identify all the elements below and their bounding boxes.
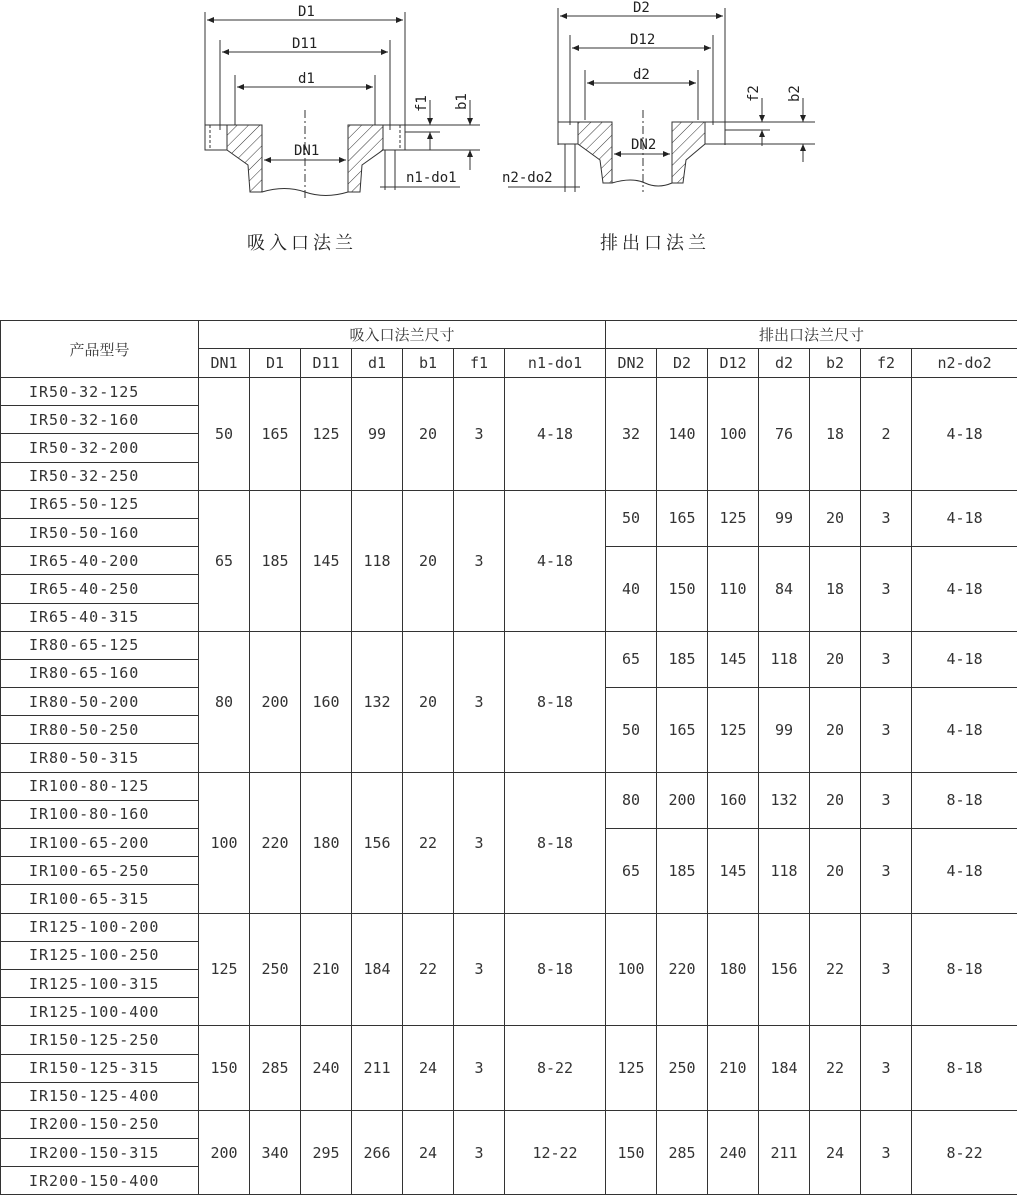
model-cell: IR100-65-200: [1, 829, 199, 857]
discharge-b-label: b2: [787, 85, 803, 102]
suction-value-cell: 8-18: [505, 631, 606, 772]
discharge-value-cell: 18: [810, 378, 861, 491]
suction-D-label: D1: [298, 4, 315, 20]
suction-value-cell: 4-18: [505, 378, 606, 491]
suction-value-cell: 3: [454, 913, 505, 1026]
suction-value-cell: 22: [403, 913, 454, 1026]
suction-column-header: n1-do1: [505, 349, 606, 378]
discharge-value-cell: 165: [657, 490, 708, 546]
suction-value-cell: 211: [352, 1026, 403, 1111]
discharge-value-cell: 8-18: [912, 772, 1017, 828]
discharge-flange-header: 排出口法兰尺寸: [606, 321, 1017, 349]
discharge-value-cell: 220: [657, 913, 708, 1026]
suction-value-cell: 285: [250, 1026, 301, 1111]
discharge-value-cell: 185: [657, 631, 708, 687]
suction-value-cell: 24: [403, 1110, 454, 1195]
suction-value-cell: 295: [301, 1110, 352, 1195]
model-cell: IR50-50-160: [1, 518, 199, 546]
model-cell: IR150-125-400: [1, 1082, 199, 1110]
discharge-value-cell: 65: [606, 631, 657, 687]
table-row: [1, 631, 1017, 659]
discharge-d-label: d2: [633, 67, 650, 83]
suction-b-label: b1: [454, 93, 470, 110]
discharge-value-cell: 2: [861, 378, 912, 491]
discharge-value-cell: 8-18: [912, 1026, 1017, 1111]
discharge-value-cell: 165: [657, 688, 708, 773]
suction-value-cell: 100: [199, 772, 250, 913]
discharge-value-cell: 150: [657, 547, 708, 632]
discharge-value-cell: 20: [810, 829, 861, 914]
suction-value-cell: 180: [301, 772, 352, 913]
suction-flange-header: 吸入口法兰尺寸: [199, 321, 606, 349]
discharge-value-cell: 185: [657, 829, 708, 914]
discharge-value-cell: 125: [708, 688, 759, 773]
table-row: [1, 1110, 1017, 1138]
suction-value-cell: 3: [454, 490, 505, 631]
discharge-value-cell: 22: [810, 1026, 861, 1111]
model-cell: IR65-40-250: [1, 575, 199, 603]
discharge-value-cell: 250: [657, 1026, 708, 1111]
discharge-value-cell: 118: [759, 631, 810, 687]
discharge-column-header: b2: [810, 349, 861, 378]
suction-value-cell: 184: [352, 913, 403, 1026]
suction-f-label: f1: [414, 95, 430, 112]
table-row: [1, 490, 1017, 518]
discharge-value-cell: 40: [606, 547, 657, 632]
suction-D1x-label: D11: [292, 36, 318, 52]
model-header: 产品型号: [1, 321, 199, 378]
suction-flange-caption: 吸入口法兰: [247, 233, 357, 254]
suction-column-header: DN1: [199, 349, 250, 378]
discharge-value-cell: 3: [861, 1110, 912, 1195]
model-cell: IR80-65-125: [1, 631, 199, 659]
suction-value-cell: 200: [250, 631, 301, 772]
discharge-value-cell: 20: [810, 490, 861, 546]
table-row: [1, 1026, 1017, 1054]
suction-value-cell: 80: [199, 631, 250, 772]
discharge-value-cell: 18: [810, 547, 861, 632]
suction-column-header: f1: [454, 349, 505, 378]
discharge-value-cell: 80: [606, 772, 657, 828]
discharge-value-cell: 4-18: [912, 547, 1017, 632]
suction-value-cell: 220: [250, 772, 301, 913]
discharge-value-cell: 50: [606, 688, 657, 773]
discharge-value-cell: 50: [606, 490, 657, 546]
discharge-value-cell: 110: [708, 547, 759, 632]
discharge-value-cell: 285: [657, 1110, 708, 1195]
suction-value-cell: 4-18: [505, 490, 606, 631]
discharge-value-cell: 8-22: [912, 1110, 1017, 1195]
suction-d-label: d1: [298, 71, 315, 87]
discharge-value-cell: 3: [861, 547, 912, 632]
suction-value-cell: 125: [301, 378, 352, 491]
discharge-value-cell: 100: [606, 913, 657, 1026]
discharge-column-header: DN2: [606, 349, 657, 378]
discharge-D-label: D2: [633, 0, 650, 16]
discharge-value-cell: 150: [606, 1110, 657, 1195]
discharge-value-cell: 65: [606, 829, 657, 914]
discharge-column-header: D12: [708, 349, 759, 378]
suction-value-cell: 185: [250, 490, 301, 631]
model-cell: IR50-32-125: [1, 378, 199, 406]
discharge-value-cell: 3: [861, 772, 912, 828]
discharge-value-cell: 4-18: [912, 378, 1017, 491]
suction-value-cell: 3: [454, 631, 505, 772]
discharge-DN-label: DN2: [631, 137, 657, 153]
suction-value-cell: 50: [199, 378, 250, 491]
suction-value-cell: 99: [352, 378, 403, 491]
discharge-value-cell: 32: [606, 378, 657, 491]
model-cell: IR100-65-315: [1, 885, 199, 913]
discharge-value-cell: 3: [861, 913, 912, 1026]
discharge-value-cell: 180: [708, 913, 759, 1026]
discharge-value-cell: 140: [657, 378, 708, 491]
discharge-f-label: f2: [746, 85, 762, 102]
model-cell: IR50-32-200: [1, 434, 199, 462]
discharge-value-cell: 99: [759, 688, 810, 773]
discharge-value-cell: 20: [810, 631, 861, 687]
suction-DN-label: DN1: [294, 143, 320, 159]
discharge-value-cell: 125: [606, 1026, 657, 1111]
model-cell: IR200-150-315: [1, 1139, 199, 1167]
discharge-value-cell: 4-18: [912, 829, 1017, 914]
suction-value-cell: 8-18: [505, 913, 606, 1026]
suction-value-cell: 22: [403, 772, 454, 913]
suction-value-cell: 24: [403, 1026, 454, 1111]
suction-value-cell: 250: [250, 913, 301, 1026]
model-cell: IR100-80-125: [1, 772, 199, 800]
suction-value-cell: 156: [352, 772, 403, 913]
model-cell: IR80-50-250: [1, 716, 199, 744]
discharge-flange-drawing: [508, 8, 815, 192]
suction-column-header: b1: [403, 349, 454, 378]
discharge-value-cell: 4-18: [912, 490, 1017, 546]
suction-value-cell: 145: [301, 490, 352, 631]
suction-value-cell: 340: [250, 1110, 301, 1195]
discharge-value-cell: 100: [708, 378, 759, 491]
model-cell: IR65-50-125: [1, 490, 199, 518]
discharge-value-cell: 22: [810, 913, 861, 1026]
suction-value-cell: 150: [199, 1026, 250, 1111]
suction-value-cell: 240: [301, 1026, 352, 1111]
model-cell: IR80-65-160: [1, 659, 199, 687]
model-cell: IR200-150-400: [1, 1167, 199, 1195]
discharge-value-cell: 210: [708, 1026, 759, 1111]
model-cell: IR125-100-400: [1, 998, 199, 1026]
model-cell: IR100-65-250: [1, 857, 199, 885]
discharge-value-cell: 3: [861, 631, 912, 687]
discharge-value-cell: 84: [759, 547, 810, 632]
suction-value-cell: 8-22: [505, 1026, 606, 1111]
suction-column-header: D1: [250, 349, 301, 378]
model-cell: IR50-32-250: [1, 462, 199, 490]
discharge-value-cell: 240: [708, 1110, 759, 1195]
discharge-value-cell: 20: [810, 772, 861, 828]
discharge-value-cell: 125: [708, 490, 759, 546]
discharge-value-cell: 160: [708, 772, 759, 828]
table-row: [1, 913, 1017, 941]
model-cell: IR65-40-315: [1, 603, 199, 631]
suction-value-cell: 3: [454, 1110, 505, 1195]
suction-value-cell: 3: [454, 772, 505, 913]
model-cell: IR125-100-200: [1, 913, 199, 941]
suction-value-cell: 20: [403, 490, 454, 631]
discharge-value-cell: 211: [759, 1110, 810, 1195]
discharge-value-cell: 76: [759, 378, 810, 491]
discharge-flange-caption: 排出口法兰: [600, 233, 710, 254]
discharge-value-cell: 3: [861, 829, 912, 914]
suction-value-cell: 12-22: [505, 1110, 606, 1195]
discharge-column-header: d2: [759, 349, 810, 378]
suction-value-cell: 266: [352, 1110, 403, 1195]
model-cell: IR150-125-250: [1, 1026, 199, 1054]
discharge-value-cell: 24: [810, 1110, 861, 1195]
suction-column-header: D11: [301, 349, 352, 378]
model-cell: IR200-150-250: [1, 1110, 199, 1138]
model-cell: IR150-125-315: [1, 1054, 199, 1082]
discharge-value-cell: 184: [759, 1026, 810, 1111]
suction-value-cell: 8-18: [505, 772, 606, 913]
suction-value-cell: 200: [199, 1110, 250, 1195]
discharge-column-header: f2: [861, 349, 912, 378]
discharge-value-cell: 145: [708, 631, 759, 687]
table-row: [1, 772, 1017, 800]
discharge-column-header: D2: [657, 349, 708, 378]
suction-value-cell: 132: [352, 631, 403, 772]
model-cell: IR65-40-200: [1, 547, 199, 575]
flange-drawings: [0, 0, 1017, 270]
suction-value-cell: 3: [454, 378, 505, 491]
discharge-value-cell: 99: [759, 490, 810, 546]
discharge-value-cell: 200: [657, 772, 708, 828]
model-cell: IR100-80-160: [1, 800, 199, 828]
discharge-D1x-label: D12: [630, 32, 656, 48]
table-row: [1, 378, 1017, 406]
discharge-value-cell: 118: [759, 829, 810, 914]
discharge-value-cell: 3: [861, 1026, 912, 1111]
model-cell: IR50-32-160: [1, 406, 199, 434]
discharge-column-header: n2-do2: [912, 349, 1017, 378]
suction-value-cell: 20: [403, 378, 454, 491]
discharge-value-cell: 4-18: [912, 631, 1017, 687]
discharge-ndo-label: n2-do2: [502, 170, 553, 186]
discharge-value-cell: 4-18: [912, 688, 1017, 773]
suction-column-header: d1: [352, 349, 403, 378]
model-cell: IR125-100-250: [1, 941, 199, 969]
discharge-value-cell: 20: [810, 688, 861, 773]
suction-value-cell: 20: [403, 631, 454, 772]
discharge-value-cell: 145: [708, 829, 759, 914]
model-cell: IR80-50-200: [1, 688, 199, 716]
suction-value-cell: 160: [301, 631, 352, 772]
suction-value-cell: 118: [352, 490, 403, 631]
flange-dimension-table: [0, 320, 1017, 1195]
discharge-value-cell: 3: [861, 490, 912, 546]
suction-ndo-label: n1-do1: [406, 170, 457, 186]
discharge-value-cell: 3: [861, 688, 912, 773]
model-cell: IR80-50-315: [1, 744, 199, 772]
suction-value-cell: 125: [199, 913, 250, 1026]
suction-value-cell: 210: [301, 913, 352, 1026]
discharge-value-cell: 8-18: [912, 913, 1017, 1026]
discharge-value-cell: 132: [759, 772, 810, 828]
suction-value-cell: 65: [199, 490, 250, 631]
suction-value-cell: 165: [250, 378, 301, 491]
suction-value-cell: 3: [454, 1026, 505, 1111]
discharge-value-cell: 156: [759, 913, 810, 1026]
model-cell: IR125-100-315: [1, 969, 199, 997]
